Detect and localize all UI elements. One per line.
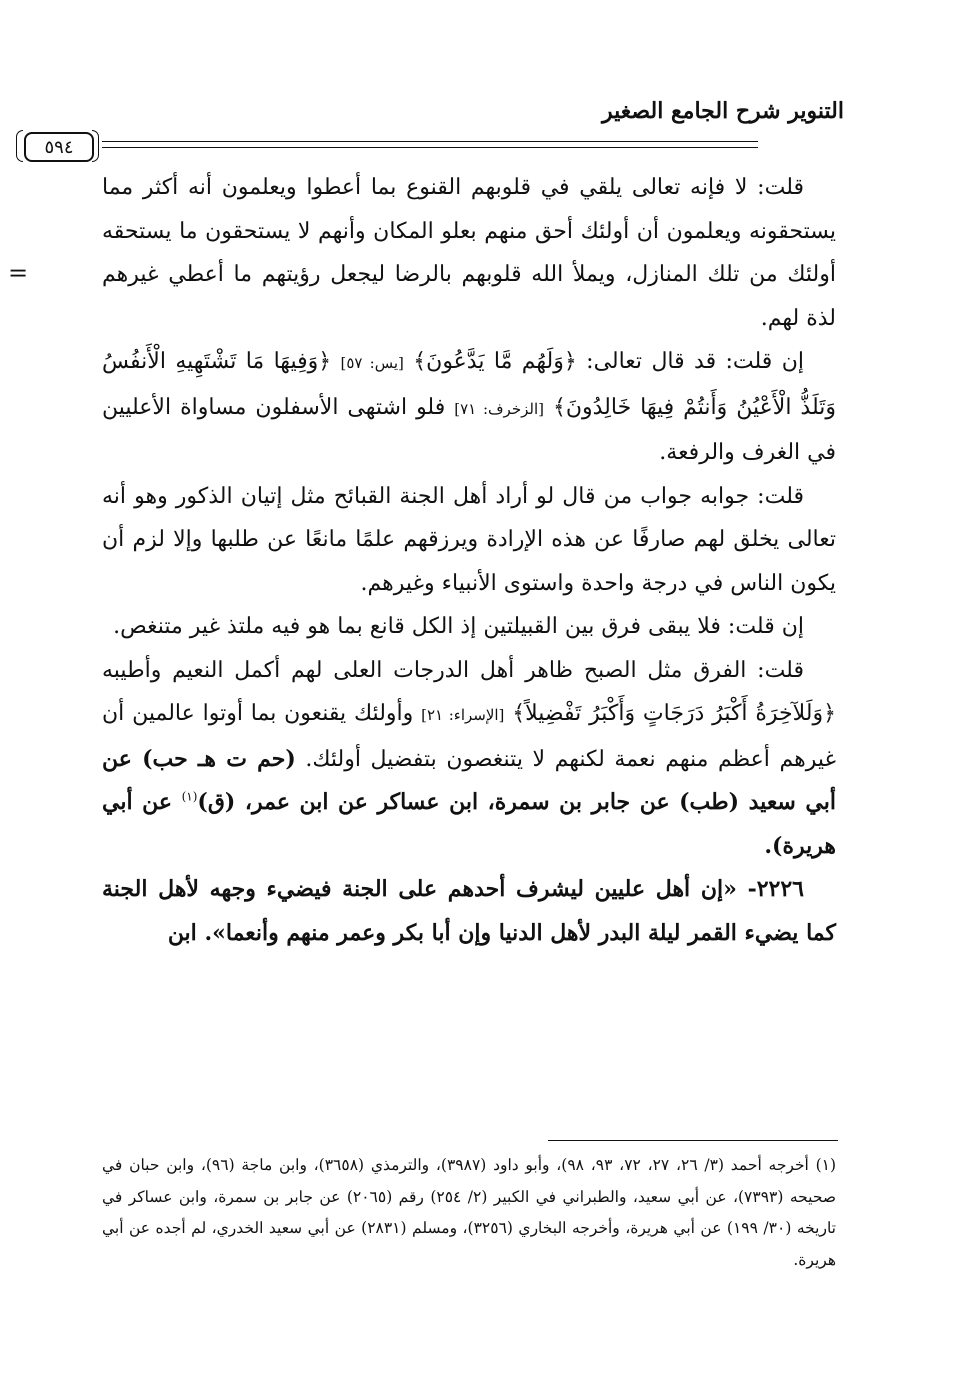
main-text bbox=[102, 166, 836, 955]
footnote bbox=[102, 1150, 836, 1276]
frame-bracket-right bbox=[92, 130, 99, 162]
paragraph: قلت: جوابه جواب من قال لو أراد أهل الجنة القبائح مثل إتيان الذكور وهو أنه تعالى يخلق لهم صارفًا عن هذه الإرادة ويرزقهم علمًا مانعًا عن طلبها وإلا لزم أن يكون الناس في درجة واحدة واستوى الأنبياء وغيرهم. bbox=[102, 483, 836, 596]
footnote-text: (١) أخرجه أحمد (٣/ ٢٦، ٢٧، ٧٢، ٩٣، ٩٨)، وأبو داود (٣٩٨٧)، والترمذي (٣٦٥٨)، وابن ماجة (٩٦)، وابن حبان في صحيحه (٧٣٩٣)، عن أبي سعيد، والطبراني في الكبير (٢/ ٢٥٤) رقم (٢٠٦٥) عن جابر بن سمرة، وابن عساكر في تاريخه (٣٠/ ١٩٩) عن أبي هريرة، وأخرجه البخاري (٣٢٥٦)، ومسلم (٢٨٣١) عن أبي سعيد الخدري، لم أجده عن أبي هريرة. bbox=[102, 1156, 837, 1269]
text-segment: قلت: الفرق مثل الصبح ظاهر أهل الدرجات العلى لهم أكمل النعيم وأطيبه ﴿وَلَلآخِرَةُ أَكْبَرُ دَرَجَاتٍ وَأَكْبَرُ تَفْضِيلاً﴾ bbox=[102, 657, 836, 726]
paragraph: إن قلت: فلا يبقى فرق بين القبيلتين إذ الكل قانع بما هو فيه ملتذ غير متنغص. bbox=[113, 614, 804, 639]
frame-bracket-left bbox=[16, 130, 23, 162]
equals-mark: = bbox=[8, 259, 29, 287]
verse-reference: [يس: ٥٧] bbox=[340, 354, 404, 372]
verse-reference: [الإسراء: ٢١] bbox=[421, 706, 505, 724]
hadith-entry: ٢٢٢٦- «إن أهل عليين ليشرف أحدهم على الجنة فيضيء وجهه لأهل الجنة كما يضيء القمر ليلة البدر لأهل الدنيا وإن أبا بكر وعمر منهم وأنعما». ابن bbox=[102, 876, 836, 946]
text-segment: وأولئك يقنعون بما أوتوا عالمين أن غيرهم أعظم منهم نعمة لكنهم لا يتنغصون بتفضيل أولئك. bbox=[102, 701, 836, 772]
text-segment: ﴿وَفِيهَا مَا تَشْتَهِيهِ الْأَنفُسُ وَتَلَذُّ الْأَعْيُنُ وَأَنتُمْ فِيهَا خَالِدُونَ﴾ bbox=[102, 349, 836, 420]
hadith-sources: (حم ت هـ حب) عن أبي سعيد (طب) عن جابر بن سمرة، ابن عساكر عن ابن عمر، (ق) bbox=[102, 745, 836, 815]
verse-reference: [الزخرف: ٧١] bbox=[454, 399, 544, 418]
text-segment: فلو اشتهى الأسفلون مساواة الأعليين في الغرف والرفعة. bbox=[102, 394, 836, 465]
header-rule bbox=[102, 147, 758, 148]
hadith-sources-end: عن أبي هريرة). bbox=[102, 789, 836, 859]
footnote-separator bbox=[548, 1140, 838, 1141]
running-title: التنوير شرح الجامع الصغير bbox=[602, 98, 844, 124]
footnote-marker[interactable]: (١) bbox=[181, 789, 198, 804]
text-segment: إن قلت: قد قال تعالى: ﴿وَلَهُم مَّا يَدَّعُونَ﴾ bbox=[403, 349, 804, 374]
page-number-frame bbox=[8, 130, 108, 287]
header-rule bbox=[102, 141, 758, 142]
paragraph bbox=[102, 340, 836, 475]
paragraph bbox=[102, 649, 836, 869]
paragraph: قلت: لا فإنه تعالى يلقي في قلوبهم القنوع بما أعطوا ويعلمون أنه أكثر مما يستحقونه ويعلمون أن أولئك أحق منهم بعلو المكان وأنهم لا يستحقون ما يستحقه أولئك من تلك المنازل، ويملأ الله قلوبهم بالرضا ليجعل رؤيتهم ما أعطي غيرهم لذة لهم. bbox=[102, 175, 836, 331]
page-number: ٥٩٤ bbox=[24, 132, 94, 162]
